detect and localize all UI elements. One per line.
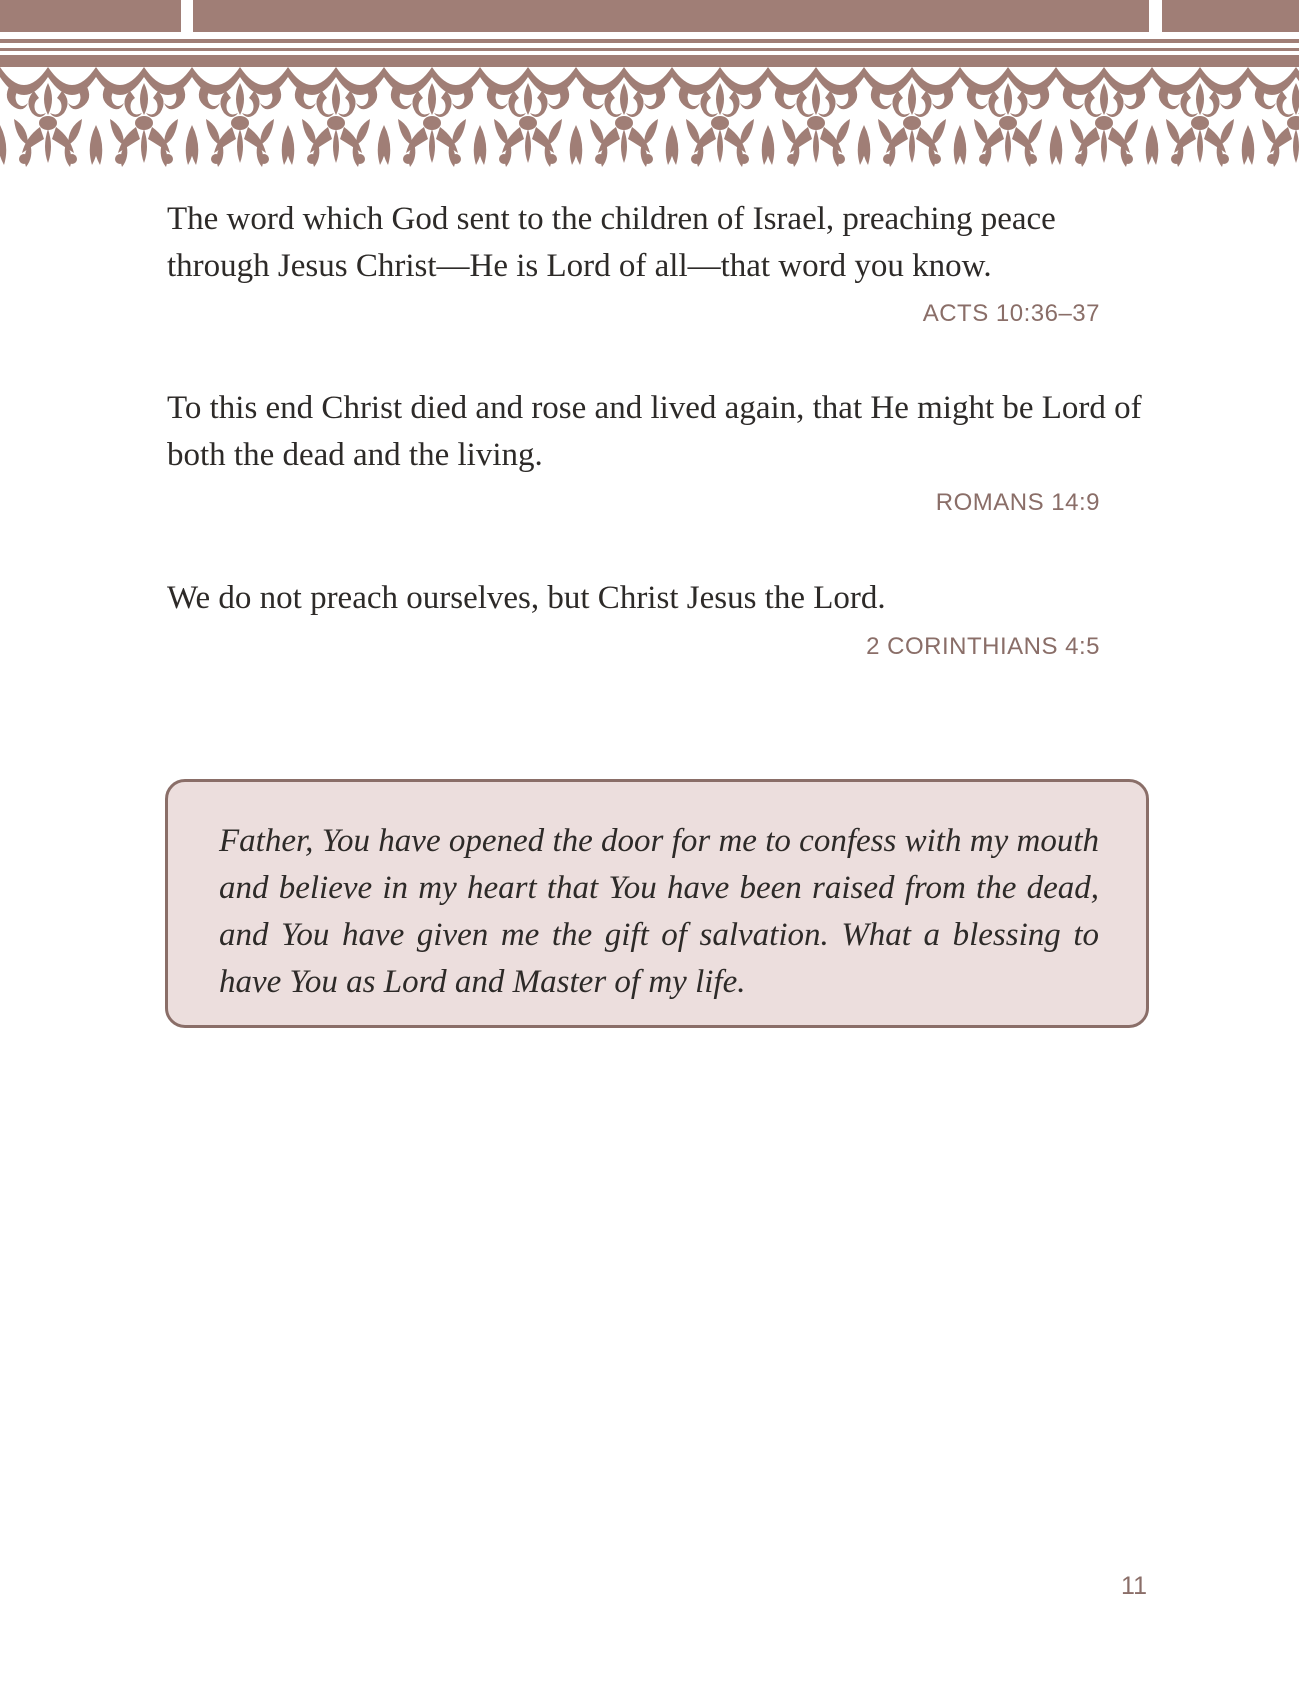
verse-block [167,575,1147,660]
header-bar-left [0,0,181,32]
prayer-box [165,779,1149,1028]
verse-text: To this end Christ died and rose and lived again, that He might be Lord of both the dead and the living. [167,390,1142,473]
verse-block [167,385,1147,516]
verse-block [167,196,1147,327]
decorative-header [0,0,1299,175]
header-rule-bottom [0,48,1299,51]
verse-reference: ACTS 10:36–37 [922,300,1100,327]
verse-text: We do not preach ourselves, but Christ Jesus the Lord. [167,580,886,616]
prayer-text: Father, You have opened the door for me to confess with my mouth and believe in my heart that You have been raised from the dead, and You have given me the gift of salvation. What a blessing to have You as Lord and Master of my life. [219,823,1099,1000]
page-number: 11 [1121,1572,1147,1600]
header-rule-top [0,39,1299,43]
verse-reference: ROMANS 14:9 [935,489,1100,516]
header-bar-right [1162,0,1299,32]
verse-reference: 2 CORINTHIANS 4:5 [866,633,1100,660]
lace-border-ornament [0,55,1299,175]
header-bar-middle [193,0,1149,32]
verse-text: The word which God sent to the children of Israel, preaching peace through Jesus Christ—He is Lord of all—that word you know. [167,201,1056,284]
